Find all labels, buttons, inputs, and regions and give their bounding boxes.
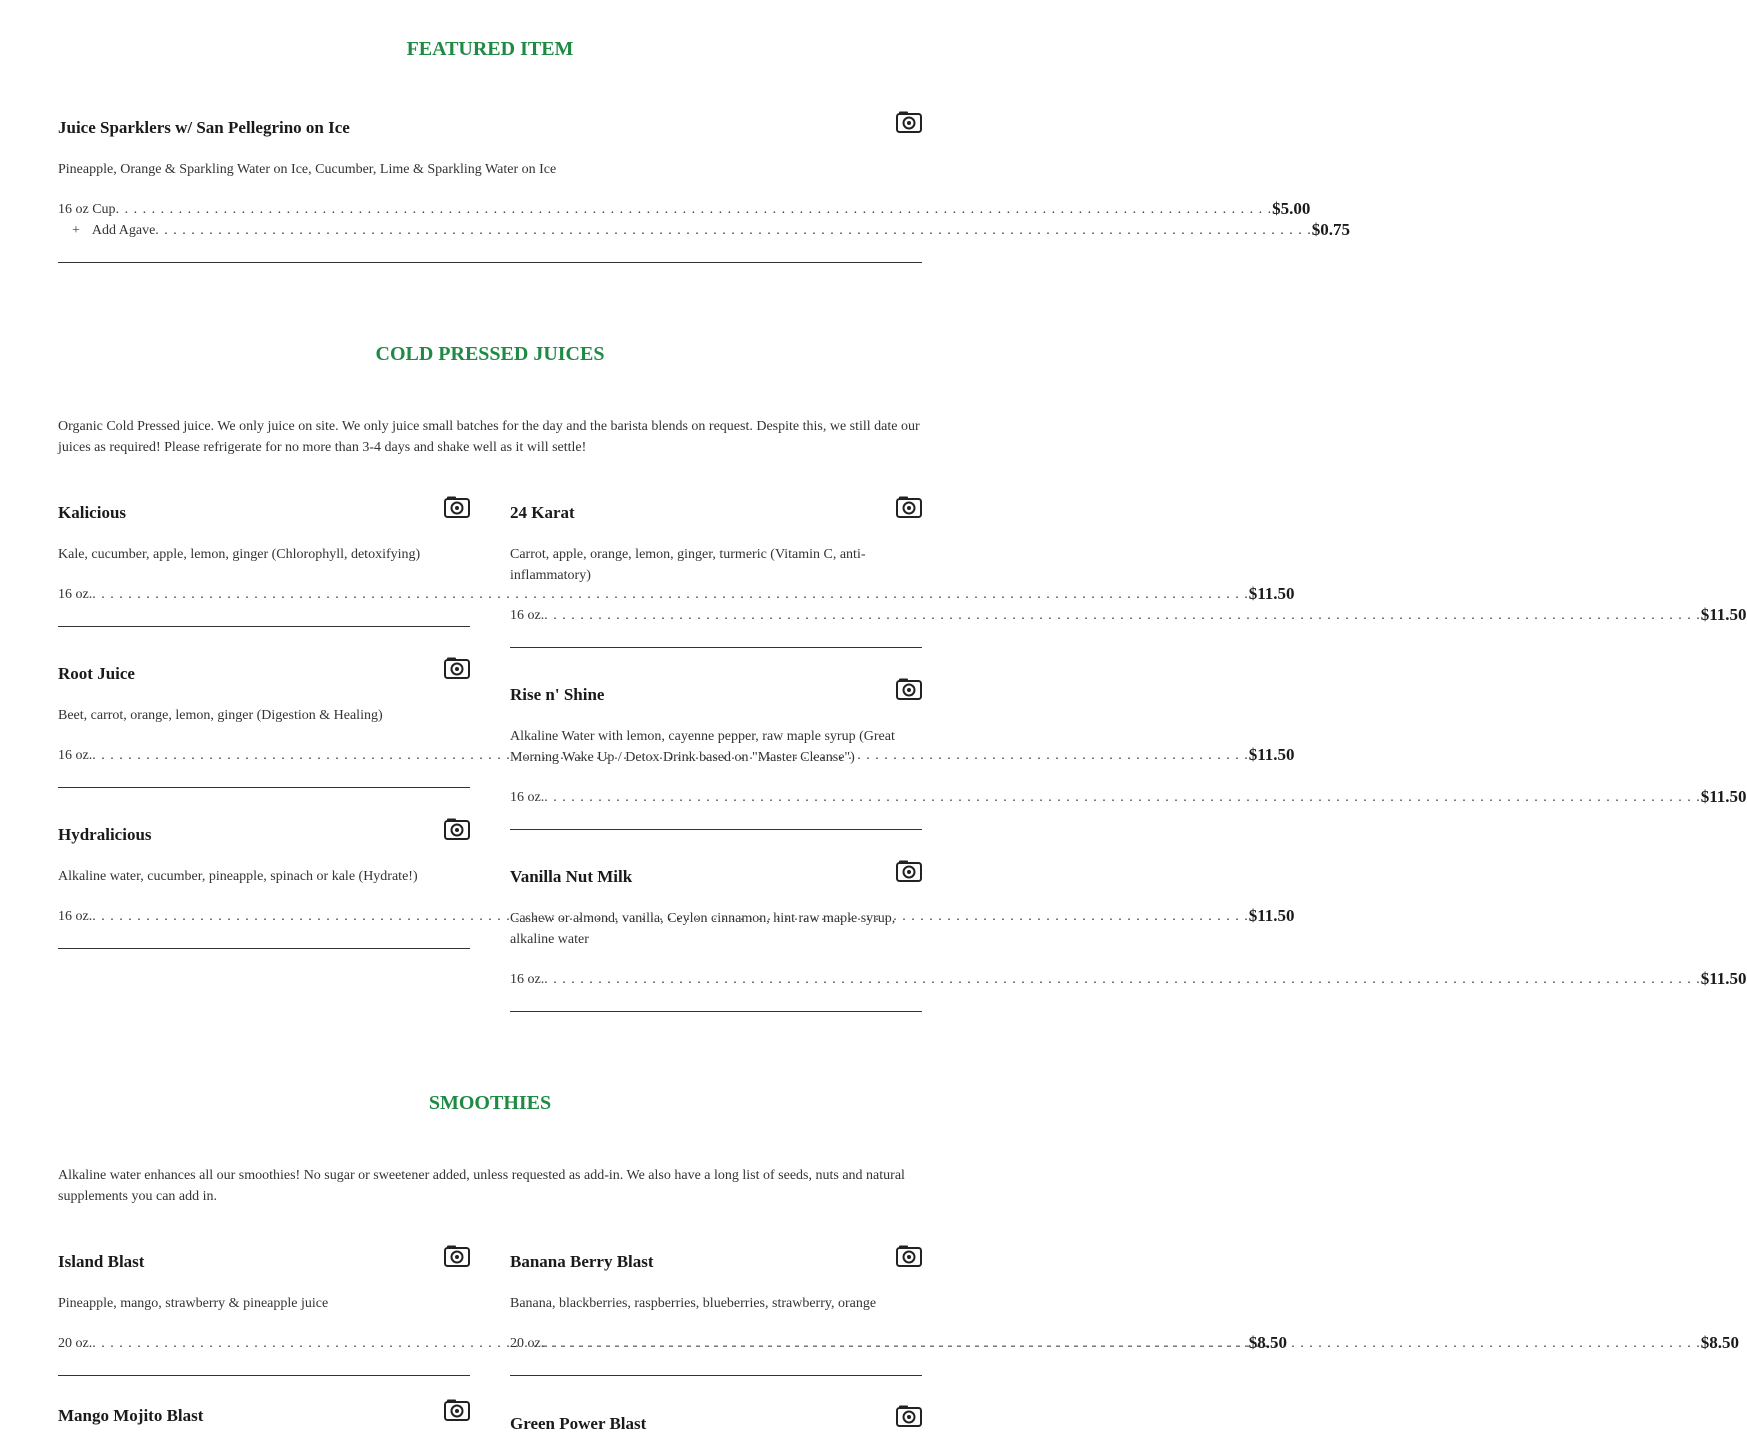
size-label: 16 oz.: [58, 587, 93, 602]
size-label: 16 oz.: [510, 608, 545, 623]
dot-leader: [544, 789, 1701, 807]
item-description: Pineapple, mango, strawberry & pineapple juice: [58, 1296, 329, 1311]
price: $5.00: [1272, 199, 1311, 218]
item-name: Vanilla Nut Milk: [510, 867, 633, 886]
price-row: [58, 199, 1311, 219]
item-description: Cashew or almond, vanilla, Ceylon cinnamon, hint raw maple syrup, alkaline water: [510, 911, 896, 947]
divider: [58, 1375, 470, 1376]
featured-section-title: FEATURED ITEM: [406, 38, 574, 60]
smoothies-section-title: SMOOTHIES: [428, 1092, 552, 1114]
item-description: Carrot, apple, orange, lemon, ginger, turmeric (Vitamin C, anti-inflammatory): [510, 547, 866, 583]
camera-icon[interactable]: [896, 496, 922, 518]
menu-item-banana-berry-blast[interactable]: [510, 1242, 1739, 1378]
smoothies-intro: Alkaline water enhances all our smoothies! No sugar or sweetener added, unless requested as add-in. We also have a long list of seeds, nuts and natural supplements you can add in.: [58, 1168, 905, 1204]
price: $8.50: [1700, 1333, 1739, 1352]
menu-item-green-power-blast[interactable]: [510, 1404, 922, 1433]
price: $11.50: [1248, 906, 1295, 925]
item-name: Kalicious: [58, 503, 127, 522]
camera-icon[interactable]: [896, 111, 922, 133]
camera-icon[interactable]: [896, 678, 922, 700]
dot-leader: [155, 222, 1312, 240]
camera-icon[interactable]: [444, 657, 470, 679]
price-row: [510, 787, 1747, 807]
cold-pressed-section-title: COLD PRESSED JUICES: [375, 343, 605, 365]
price: $11.50: [1700, 605, 1747, 624]
menu-item-rise-n-shine[interactable]: [510, 675, 1747, 831]
item-name: Mango Mojito Blast: [58, 1406, 204, 1425]
price: $8.50: [1248, 1333, 1287, 1352]
price: $11.50: [1248, 584, 1295, 603]
divider: [510, 647, 922, 648]
price-row: [58, 906, 1295, 926]
price: $11.50: [1700, 787, 1747, 806]
camera-icon[interactable]: [444, 818, 470, 840]
size-label: 16 oz.: [58, 909, 93, 924]
price: $11.50: [1248, 745, 1295, 764]
price-row: [510, 1333, 1739, 1353]
item-description: Alkaline water, cucumber, pineapple, spinach or kale (Hydrate!): [58, 869, 418, 884]
size-label: 16 oz.: [510, 972, 545, 987]
item-name: Banana Berry Blast: [510, 1252, 654, 1271]
divider: [510, 1011, 922, 1012]
menu-item-24-karat[interactable]: [510, 493, 1747, 649]
item-name: Juice Sparklers w/ San Pellegrino on Ice: [58, 118, 350, 137]
size-label: 20 oz.: [58, 1336, 93, 1351]
camera-icon[interactable]: [896, 1405, 922, 1427]
menu-item-juice-sparklers[interactable]: [58, 108, 1351, 264]
item-description: Kale, cucumber, apple, lemon, ginger (Chlorophyll, detoxifying): [58, 547, 421, 562]
item-description: Alkaline Water with lemon, cayenne pepper, raw maple syrup (Great Morning Wake Up / Detox Drink based on "Master Cleanse"): [510, 729, 895, 765]
item-description: Banana, blackberries, raspberries, blueberries, strawberry, orange: [510, 1296, 877, 1311]
divider: [58, 948, 470, 949]
divider: [510, 1375, 922, 1376]
size-label: 20 oz.: [510, 1336, 545, 1351]
size-label: 16 oz.: [510, 790, 545, 805]
item-name: Hydralicious: [58, 825, 152, 844]
cold-pressed-intro: Organic Cold Pressed juice. We only juice on site. We only juice small batches for the day and the barista blends on request. Despite this, we still date our juices as required! Please refrigerate for no more than 3-4 days and shake well as it will settle!: [58, 419, 920, 455]
price-row: [58, 584, 1295, 604]
item-name: 24 Karat: [510, 503, 575, 522]
item-name: Rise n' Shine: [510, 685, 605, 704]
item-name: Green Power Blast: [510, 1414, 647, 1433]
divider: [510, 829, 922, 830]
item-description: Beet, carrot, orange, lemon, ginger (Digestion & Healing): [58, 708, 383, 723]
addon-label-wrap: [58, 222, 155, 240]
addon-price: $0.75: [1311, 220, 1351, 239]
price-row: [510, 605, 1747, 625]
dot-leader: [544, 607, 1701, 625]
price-row: [58, 1333, 1287, 1353]
divider: [58, 626, 470, 627]
dot-leader: [544, 1335, 1701, 1353]
plus-icon: +: [72, 223, 80, 238]
divider: [58, 787, 470, 788]
item-description: Pineapple, Orange & Sparkling Water on Ice, Cucumber, Lime & Sparkling Water on Ice: [58, 162, 557, 177]
item-name: Root Juice: [58, 664, 135, 683]
camera-icon[interactable]: [896, 1245, 922, 1267]
divider: [58, 262, 922, 263]
menu-item-vanilla-nut-milk[interactable]: [510, 857, 1747, 1013]
camera-icon[interactable]: [896, 860, 922, 882]
addon-label: Add Agave: [91, 223, 156, 238]
price: $11.50: [1700, 969, 1747, 988]
addon-row[interactable]: [58, 220, 1351, 240]
dot-leader: [544, 971, 1701, 989]
camera-icon[interactable]: [444, 496, 470, 518]
item-name: Island Blast: [58, 1252, 145, 1271]
size-label: 16 oz Cup: [58, 202, 116, 217]
price-row: [510, 969, 1747, 989]
menu-item-mango-mojito-blast[interactable]: [58, 1396, 470, 1425]
camera-icon[interactable]: [444, 1245, 470, 1267]
camera-icon[interactable]: [444, 1399, 470, 1421]
size-label: 16 oz.: [58, 748, 93, 763]
dot-leader: [116, 201, 1273, 219]
